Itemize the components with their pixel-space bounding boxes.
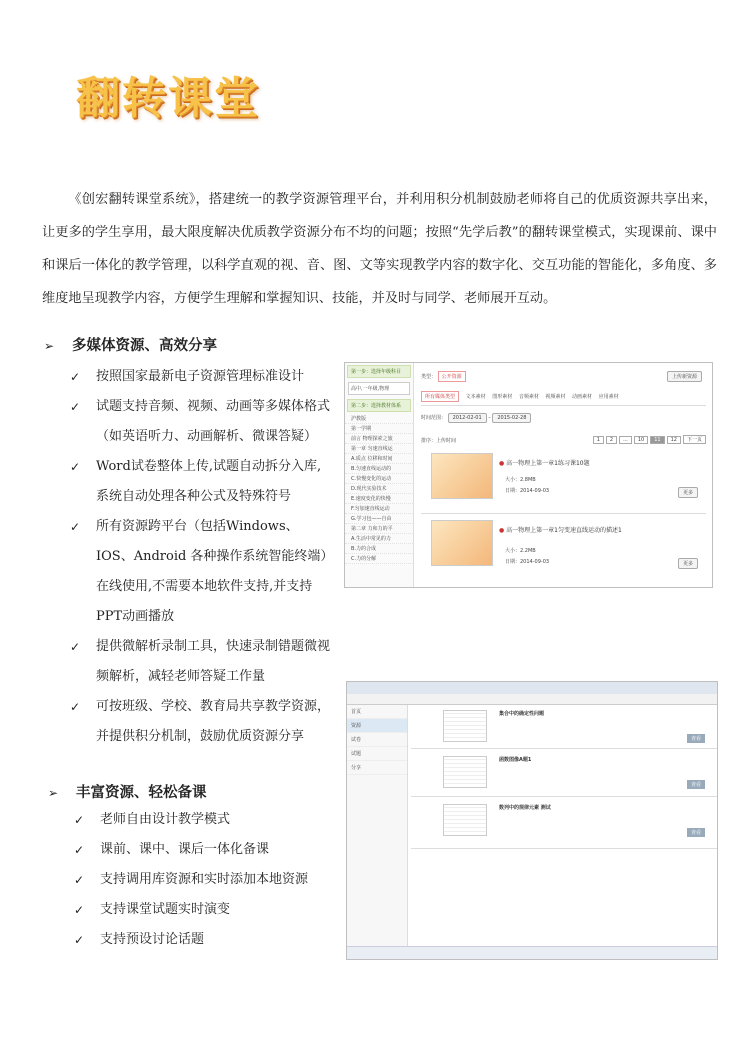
- resource-thumbnail: [431, 453, 493, 499]
- screenshot-sidebar: 第一步：选择年级科目 高中,一年级,物理 第二步：选择教材体系 沪教版 第一学期 前言 物理探索之旅 第一章 匀速直线运 A.质点 位移和时间 B.匀速直线运动的 C.快慢变化的运动 D.现代实验技术 E.速度变化的快慢 F.匀加速直线运动 G.学习包——自由 第二章 力和力的平 A.生活中常见的力 B.力的合成 C.力的分解: [345, 363, 414, 587]
- list-item: 数列中的规律元素 测试 查看: [411, 800, 717, 849]
- list-item: ✓ 支持课堂试题实时演变: [74, 895, 334, 925]
- date-range: 时间范围： 2012-02-01 – 2015-02-28: [421, 413, 531, 423]
- textbook-tree: 沪教版 第一学期 前言 物理探索之旅 第一章 匀速直线运 A.质点 位移和时间 B.匀速直线运动的 C.快慢变化的运动 D.现代实验技术 E.速度变化的快慢 F.匀加速直线运动 G.学习包——自由 第二章 力和力的平 A.生活中常见的力 B.力的合成 C.力的分解: [345, 414, 413, 564]
- list-item: ✓ Word试卷整体上传,试题自动拆分入库,系统自动处理各种公式及特殊符号: [70, 452, 332, 512]
- resource-thumbnail: [431, 520, 493, 566]
- more-button: 更多: [678, 487, 698, 498]
- section1-list: [70, 362, 332, 752]
- lesson-screenshot: [346, 681, 718, 960]
- intro-paragraph: 《创宏翻转课堂系统》，搭建统一的教学资源管理平台，并利用积分机制鼓励老师将自己的优质资源共享出来，让更多的学生享用，最大限度解决优质教学资源分布不均的问题；按照“先学后教”的翻转课堂模式，实现课前、课中和课后一体化的教学管理，以科学直观的视、音、图、文等实现教学内容的数字化、交互功能的智能化，多角度、多维度地呈现教学内容，方便学生理解和掌握知识、技能，并及时与同学、老师展开互动。: [42, 192, 717, 306]
- checkmark-icon: ✓: [70, 460, 81, 474]
- media-tabs: 所有媒体类型 文本素材 图形素材 音频素材 视频素材 动画素材 应用素材: [421, 391, 706, 406]
- arrow-icon: ➢: [48, 786, 59, 800]
- list-item: ✓ 按照国家最新电子资源管理标准设计: [70, 362, 332, 392]
- list-item: ✓ 试题支持音频、视频、动画等多媒体格式（如英语听力、动画解析、微课答疑）: [70, 392, 332, 452]
- checkmark-icon: ✓: [74, 933, 85, 947]
- arrow-icon: ➢: [44, 339, 55, 353]
- section2-heading: ➢ 丰富资源、轻松备课: [48, 785, 207, 801]
- status-bar: [347, 946, 717, 959]
- resource-thumbnail: [443, 756, 487, 788]
- list-item: ✓ 课前、课中、课后一体化备课: [74, 835, 334, 865]
- checkmark-icon: ✓: [74, 903, 85, 917]
- checkmark-icon: ✓: [70, 370, 81, 384]
- checkmark-icon: ✓: [74, 813, 85, 827]
- checkmark-icon: ✓: [70, 400, 81, 414]
- resource-title: ● 高一物理上第一章1练习课10题: [499, 460, 590, 467]
- more-button: 更多: [678, 558, 698, 569]
- screenshot-sidebar: 首页 资源 试卷 试题 分享: [347, 705, 408, 959]
- checkmark-icon: ✓: [74, 843, 85, 857]
- list-item: 集合中的确定性问题 查看: [411, 706, 717, 749]
- list-item: 函数图像A题1 查看: [411, 752, 717, 797]
- page-title: 翻转课堂: [76, 73, 260, 124]
- list-item: ✓ 所有资源跨平台（包括Windows、IOS、Android 各种操作系统智能终端）在线使用,不需要本地软件支持,并支持PPT动画播放: [70, 512, 332, 632]
- resource-thumbnail: [443, 710, 487, 742]
- checkmark-icon: ✓: [70, 700, 81, 714]
- checkmark-icon: ✓: [70, 520, 81, 534]
- checkmark-icon: ✓: [70, 640, 81, 654]
- resource-thumbnail: [443, 804, 487, 836]
- list-item: ✓ 老师自由设计教学模式: [74, 805, 334, 835]
- pagination: 1 2 ... 10 11 12 下一页: [591, 435, 706, 444]
- list-item: ✓ 可按班级、学校、教育局共享教学资源，并提供积分机制，鼓励优质资源分享: [70, 692, 332, 752]
- grade-select: 高中,一年级,物理: [348, 382, 410, 395]
- browser-addressbar: [347, 694, 717, 705]
- screenshot-main: 类型： 公开资源 上传新资源 所有媒体类型 文本素材 图形素材 音频素材 视频素材 动画素材 应用素材 时间范围： 2012-02-01 – 2015-02-28 排序：上传时间 1 2 ... 10 11 12 下一页 ● 高一物理上第一章1练习课10题 大小：2.8MB 日期：2014-09-03 更多 ● 高一物理上第一章1匀变速直线运动的描述1 大小：2.2MB 日期：2014-09-03 更多: [417, 363, 712, 587]
- list-item: ✓ 支持调用库资源和实时添加本地资源: [74, 865, 334, 895]
- section1-heading: ➢ 多媒体资源、高效分享: [44, 338, 217, 354]
- resource-screenshot: [344, 362, 713, 588]
- checkmark-icon: ✓: [74, 873, 85, 887]
- section2-list: [74, 805, 334, 955]
- resource-title: ● 高一物理上第一章1匀变速直线运动的描述1: [499, 527, 622, 534]
- list-item: ✓ 提供微解析录制工具，快速录制错题微视频解析，减轻老师答疑工作量: [70, 632, 332, 692]
- list-item: ✓ 支持预设讨论话题: [74, 925, 334, 955]
- upload-button: 上传新资源: [667, 371, 702, 382]
